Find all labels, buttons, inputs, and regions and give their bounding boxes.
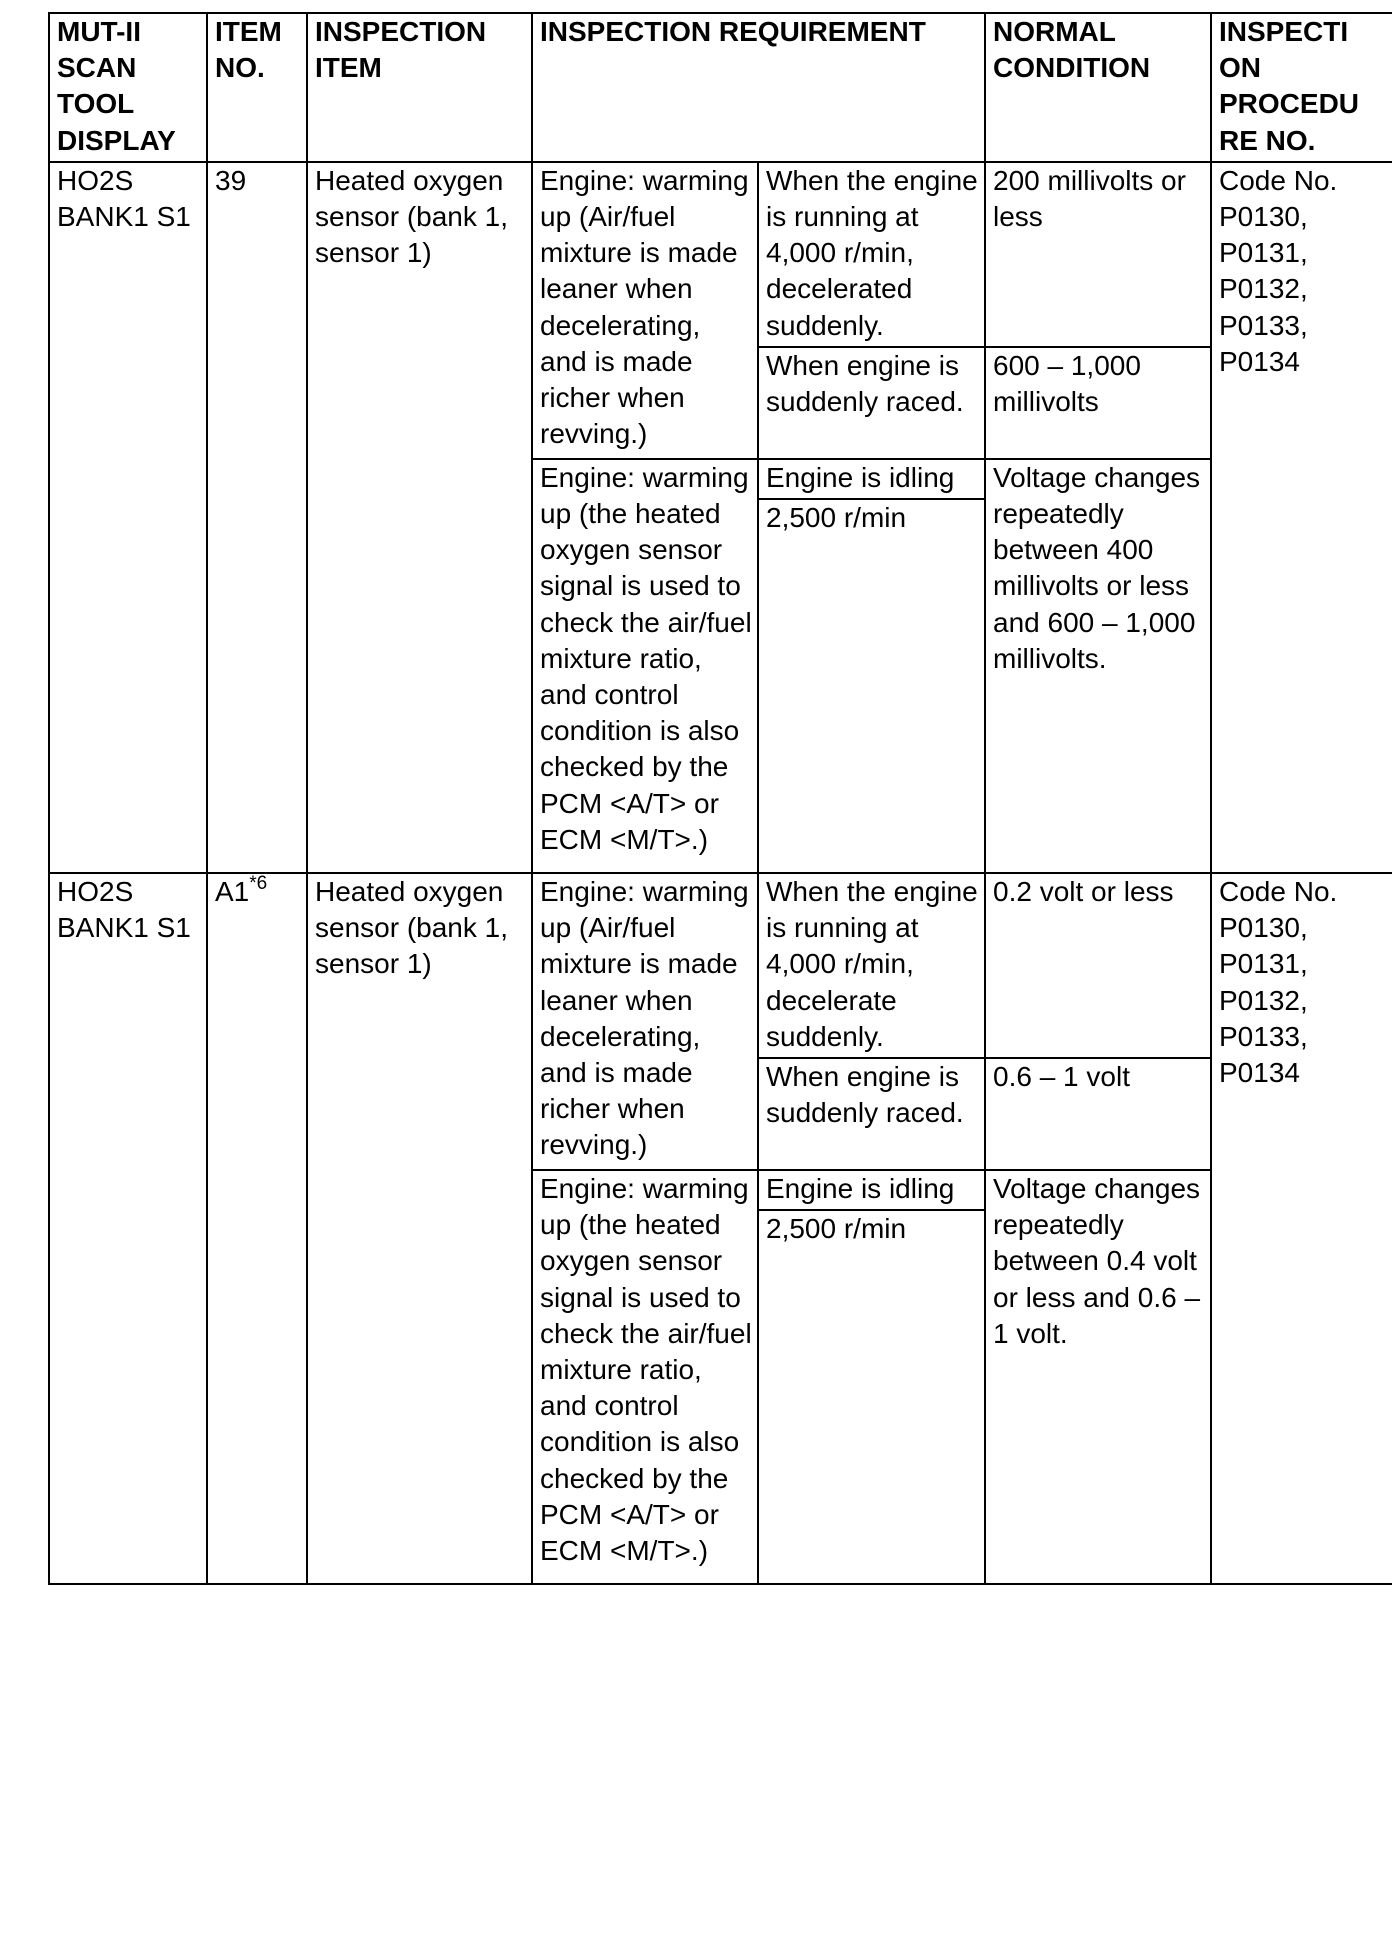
table-row — [49, 162, 1392, 347]
requirement-condition-cell: When engine is suddenly raced. — [758, 347, 985, 459]
scan-tool-display-cell: HO2S BANK1 S1 — [49, 162, 207, 873]
normal-condition-cell: Voltage changes repeatedly between 0.4 volt or less and 0.6 – 1 volt. — [985, 1170, 1211, 1584]
requirement-condition-cell: When the engine is running at 4,000 r/min, decelerate suddenly. — [758, 873, 985, 1058]
scan-tool-display-cell: HO2S BANK1 S1 — [49, 873, 207, 1584]
requirement-condition-cell: When the engine is running at 4,000 r/min, decelerated suddenly. — [758, 162, 985, 347]
normal-condition-cell: 0.2 volt or less — [985, 873, 1211, 1058]
requirement-condition-cell: 2,500 r/min — [758, 499, 985, 873]
item-no-cell — [207, 162, 307, 873]
engine-condition-cell: Engine: warming up (the heated oxygen sensor signal is used to check the air/fuel mixture ratio, and control condition is also checked by the PCM <A/T> or ECM <M/T>.) — [532, 1170, 758, 1584]
normal-condition-cell: Voltage changes repeatedly between 400 millivolts or less and 600 – 1,000 millivolts. — [985, 459, 1211, 873]
requirement-condition-cell: When engine is suddenly raced. — [758, 1058, 985, 1170]
procedure-no-cell: Code No. P0130, P0131, P0132, P0133, P0134 — [1211, 162, 1392, 873]
requirement-condition-cell: 2,500 r/min — [758, 1210, 985, 1584]
header-scan-tool-display: MUT-II SCAN TOOL DISPLAY — [49, 13, 207, 162]
inspection-table — [48, 12, 1392, 1585]
normal-condition-cell: 600 – 1,000 millivolts — [985, 347, 1211, 459]
header-inspection-item: INSPECTION ITEM — [307, 13, 532, 162]
table-row — [49, 873, 1392, 1058]
header-item-no: ITEM NO. — [207, 13, 307, 162]
engine-condition-cell: Engine: warming up (Air/fuel mixture is made leaner when decelerating, and is made richer when revving.) — [532, 162, 758, 459]
requirement-condition-cell: Engine is idling — [758, 459, 985, 499]
requirement-condition-cell: Engine is idling — [758, 1170, 985, 1210]
inspection-item-cell: Heated oxygen sensor (bank 1, sensor 1) — [307, 873, 532, 1584]
normal-condition-cell: 200 millivolts or less — [985, 162, 1211, 347]
engine-condition-cell: Engine: warming up (Air/fuel mixture is made leaner when decelerating, and is made richer when revving.) — [532, 873, 758, 1170]
item-no-value: 39 — [215, 164, 247, 196]
inspection-item-cell: Heated oxygen sensor (bank 1, sensor 1) — [307, 162, 532, 873]
header-normal-condition: NORMAL CONDITION — [985, 13, 1211, 162]
item-no-cell — [207, 873, 307, 1584]
normal-condition-cell: 0.6 – 1 volt — [985, 1058, 1211, 1170]
item-no-footnote: *6 — [249, 873, 268, 894]
header-row — [49, 13, 1392, 162]
header-inspection-requirement: INSPECTION REQUIREMENT — [532, 13, 985, 162]
engine-condition-cell: Engine: warming up (the heated oxygen sensor signal is used to check the air/fuel mixture ratio, and control condition is also checked by the PCM <A/T> or ECM <M/T>.) — [532, 459, 758, 873]
procedure-no-cell: Code No. P0130, P0131, P0132, P0133, P0134 — [1211, 873, 1392, 1584]
item-no-value: A1 — [215, 876, 250, 908]
header-inspection-procedure-no: INSPECTI ON PROCEDU RE NO. — [1211, 13, 1392, 162]
